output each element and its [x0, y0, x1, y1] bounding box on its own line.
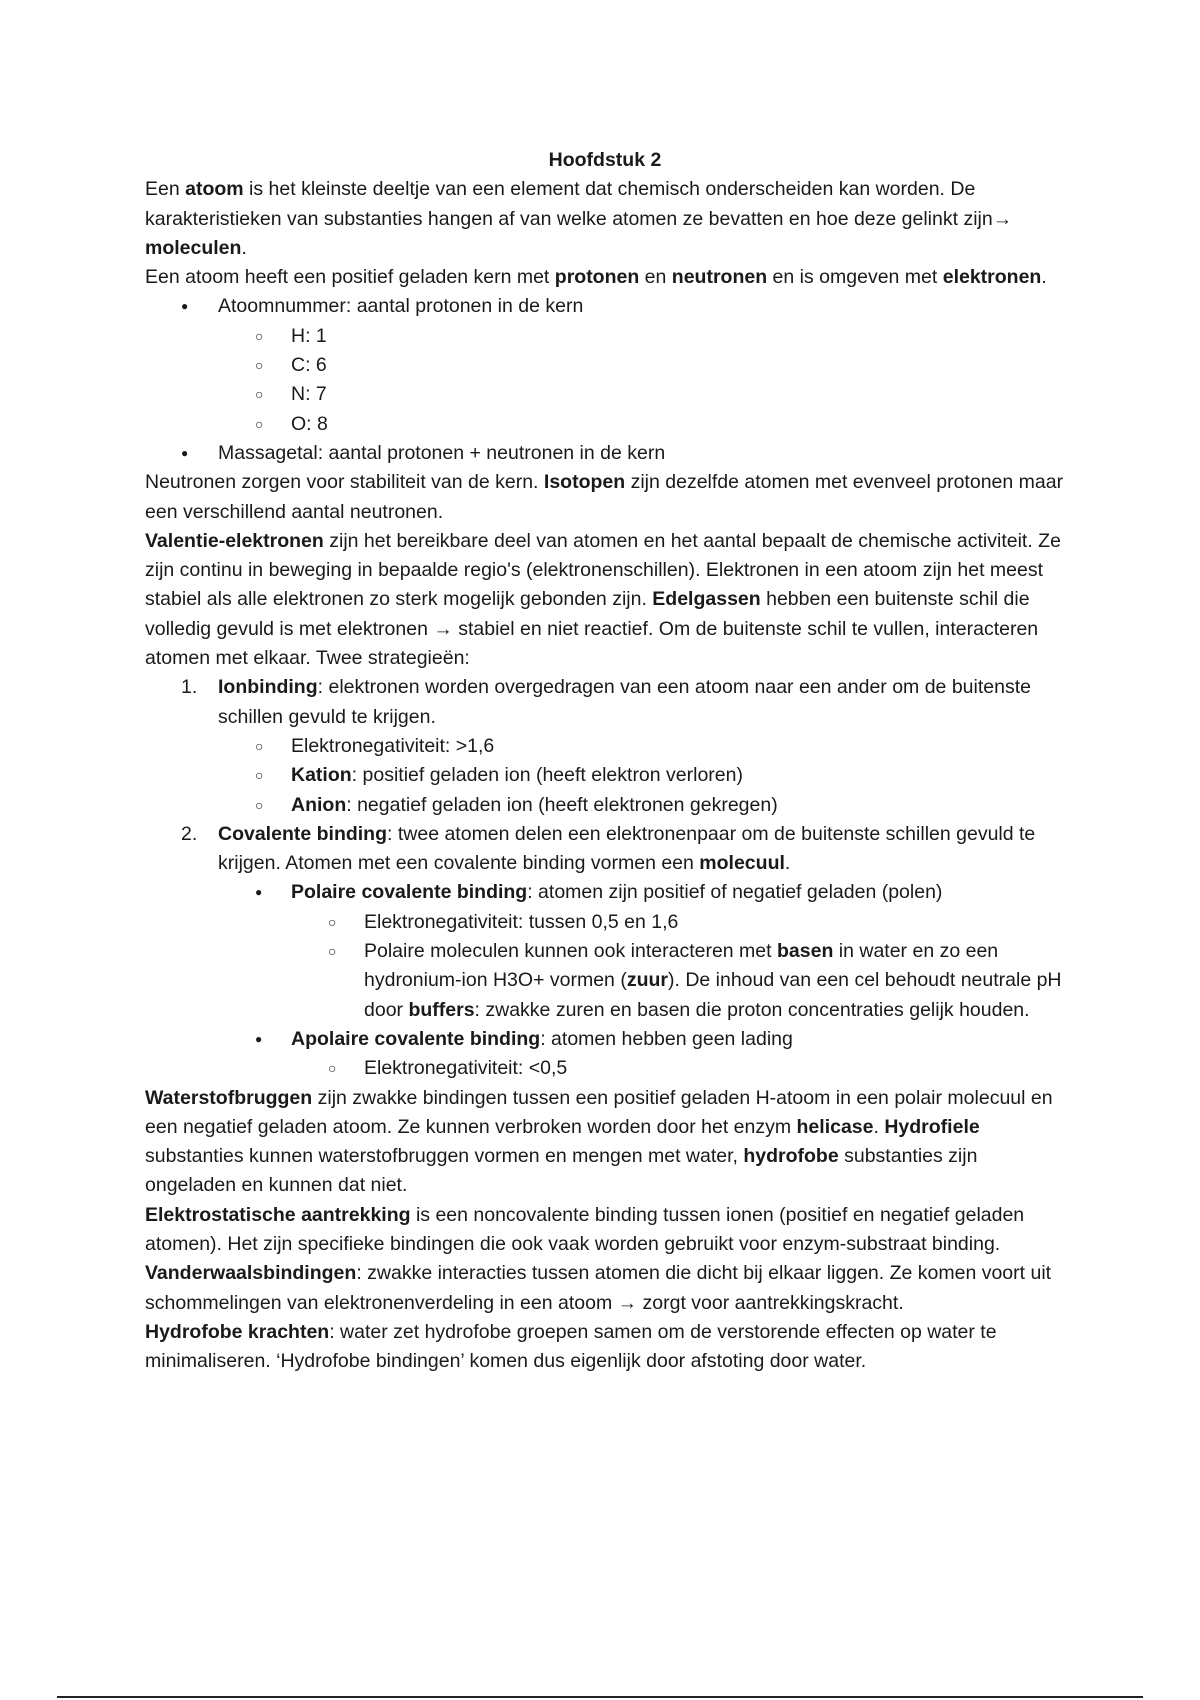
text: Atoomnummer: aantal protonen in de kern [218, 295, 584, 318]
text: O: 8 [291, 412, 328, 435]
circle-bullet-icon [255, 761, 263, 791]
text: . [873, 1115, 885, 1138]
term-waterstofbruggen: Waterstofbruggen [145, 1086, 313, 1109]
list-item-sub [145, 937, 1065, 1025]
bullet-icon [181, 439, 188, 470]
text: substanties zijn ongeladen en kunnen dat niet. [145, 1145, 978, 1197]
footer-divider [57, 1696, 1143, 1698]
list-item-sub [145, 1054, 1065, 1083]
list-item-element [145, 322, 1065, 351]
term-vanderwaalsbindingen: Vanderwaalsbindingen [145, 1262, 357, 1285]
paragraph-vanderwaals [145, 1259, 1065, 1318]
list-item-sub [145, 878, 1065, 907]
list-number: 1. [181, 676, 198, 699]
text: . [784, 852, 791, 875]
term-valentie-elektronen: Valentie-elektronen [145, 529, 324, 552]
circle-bullet-icon [255, 322, 263, 352]
list-number: 2. [181, 822, 198, 845]
bullet-icon [181, 292, 188, 323]
list-item-element [145, 351, 1065, 380]
paragraph-atoom [145, 175, 1065, 263]
term-kation: Kation [291, 764, 352, 787]
circle-bullet-icon [255, 380, 263, 410]
text: Massagetal: aantal protonen + neutronen in de kern [218, 441, 666, 464]
text: : water zet hydrofobe groepen samen om de verstorende effecten op water te minimaliseren. ‘Hydrofobe bindingen’ komen dus eigenlijk door afstoting door water. [145, 1320, 997, 1373]
circle-bullet-icon [255, 351, 263, 381]
text: : positief geladen ion (heeft elektron verloren) [351, 764, 743, 787]
term-hydrofobe-krachten: Hydrofobe krachten [145, 1320, 330, 1343]
text: . [241, 236, 247, 259]
text: N: 7 [291, 383, 327, 406]
text: is het kleinste deeltje van een element dat chemisch onderscheiden kan worden. De karakteristieken van substanties hangen af van welke atomen ze bevatten en hoe deze gelinkt zijn→ [145, 178, 1013, 230]
bullet-list-atoom [145, 292, 1065, 468]
term-elektronen: elektronen [942, 266, 1042, 289]
text: : atomen hebben geen lading [540, 1027, 793, 1050]
term-moleculen: moleculen [145, 236, 242, 259]
text: C: 6 [291, 354, 327, 377]
list-item-ionbinding [145, 673, 1065, 732]
text: hebben een buitenste schil die volledig gevuld is met elektronen → stabiel en niet reactief. Om de buitenste schil te vullen, interacteren atomen met elkaar. Twee strategieën: [145, 588, 1039, 670]
text: : zwakke zuren en basen die proton concentraties gelijk houden. [474, 998, 1030, 1021]
paragraph-kern [145, 263, 1065, 292]
text: in water en zo een hydronium-ion H3O+ vormen ( [364, 940, 999, 992]
text: Polaire moleculen kunnen ook interacteren met [364, 940, 777, 963]
list-item-sub [145, 1025, 1065, 1054]
text: H: 1 [291, 324, 327, 347]
text: zijn zwakke bindingen tussen een positief geladen H-atoom in een polair molecuul en een negatief geladen atoom. Ze kunnen verbroken worden door het enzym [145, 1086, 1053, 1138]
paragraph-waterstofbruggen [145, 1084, 1065, 1201]
paragraph-elektrostatisch [145, 1201, 1065, 1260]
term-isotopen: Isotopen [543, 471, 626, 494]
list-item-sub [145, 908, 1065, 937]
text: en is omgeven met [767, 266, 943, 289]
document-body [145, 146, 1065, 1376]
text: Elektronegativiteit: >1,6 [291, 734, 495, 757]
list-item-covalente-binding [145, 820, 1065, 879]
term-hydrofobe: hydrofobe [743, 1145, 839, 1168]
text: Elektronegativiteit: tussen 0,5 en 1,6 [364, 910, 679, 933]
text: : zwakke interacties tussen atomen die dicht bij elkaar liggen. Ze komen voort uit schommelingen van elektronenverdeling in een atoom → zorgt voor aantrekkingskracht. [145, 1262, 1052, 1314]
term-polaire-covalente-binding: Polaire covalente binding [291, 881, 528, 904]
term-edelgassen: Edelgassen [652, 588, 761, 611]
term-zuur: zuur [626, 969, 668, 992]
term-elektrostatische-aantrekking: Elektrostatische aantrekking [145, 1203, 411, 1226]
text: zijn dezelfde atomen met evenveel protonen maar een verschillend aantal neutronen. [145, 471, 1064, 523]
list-item-element [145, 410, 1065, 439]
bullet-icon [255, 1025, 262, 1056]
text: Elektronegativiteit: <0,5 [364, 1057, 568, 1080]
text: : negatief geladen ion (heeft elektronen gekregen) [346, 793, 778, 816]
term-basen: basen [777, 940, 834, 963]
term-protonen: protonen [554, 266, 640, 289]
term-molecuul: molecuul [699, 852, 785, 875]
text: Een [145, 178, 186, 201]
circle-bullet-icon [328, 937, 336, 967]
text: : twee atomen delen een elektronenpaar om de buitenste schillen gevuld te krijgen. Atomen met een covalente binding vormen een [218, 822, 1036, 875]
circle-bullet-icon [328, 908, 336, 938]
term-apolaire-covalente-binding: Apolaire covalente binding [291, 1027, 541, 1050]
term-neutronen: neutronen [671, 266, 768, 289]
text: . [1041, 266, 1047, 289]
list-item-sub [145, 761, 1065, 790]
bullet-icon [255, 878, 262, 909]
list-item-massagetal [145, 439, 1065, 468]
term-hydrofiele: Hydrofiele [884, 1115, 980, 1138]
term-covalente-binding: Covalente binding [218, 822, 388, 845]
list-item-element [145, 380, 1065, 409]
text: : atomen zijn positief of negatief geladen (polen) [527, 881, 943, 904]
term-helicase: helicase [796, 1115, 874, 1138]
text: is een noncovalente binding tussen ionen (positief en negatief geladen atomen). Het zijn specifieke bindingen die ook vaak worden gebruikt voor enzym-substraat binding. [145, 1203, 1025, 1255]
text: en [639, 266, 672, 289]
paragraph-hydrofobe-krachten [145, 1318, 1065, 1377]
term-atoom: atoom [185, 178, 244, 201]
numbered-list-strategieen [145, 673, 1065, 1083]
list-item-sub [145, 732, 1065, 761]
paragraph-isotopen [145, 468, 1065, 527]
term-ionbinding: Ionbinding [218, 676, 318, 699]
circle-bullet-icon [255, 410, 263, 440]
term-buffers: buffers [408, 998, 475, 1021]
text: ). De inhoud van een cel behoudt neutrale pH door [364, 969, 1062, 1021]
circle-bullet-icon [328, 1054, 336, 1084]
list-item-atoomnummer [145, 292, 1065, 321]
text: zijn het bereikbare deel van atomen en het aantal bepaalt de chemische activiteit. Ze zijn continu in beweging in bepaalde regio's (elektronenschillen). Elektronen in een atoom zijn het meest stabiel als alle elektronen zo sterk mogelijk gebonden zijn. [145, 529, 1061, 611]
text: Een atoom heeft een positief geladen kern met [145, 266, 555, 289]
page-title: Hoofdstuk 2 [548, 149, 662, 171]
paragraph-valentie [145, 527, 1065, 673]
list-item-sub [145, 791, 1065, 820]
circle-bullet-icon [255, 791, 263, 821]
circle-bullet-icon [255, 732, 263, 762]
text: : elektronen worden overgedragen van een atoom naar een ander om de buitenste schillen gevuld te krijgen. [218, 676, 1031, 728]
term-anion: Anion [291, 793, 347, 816]
text: substanties kunnen waterstofbruggen vormen en mengen met water, [145, 1145, 744, 1168]
text: Neutronen zorgen voor stabiliteit van de kern. [145, 471, 544, 494]
